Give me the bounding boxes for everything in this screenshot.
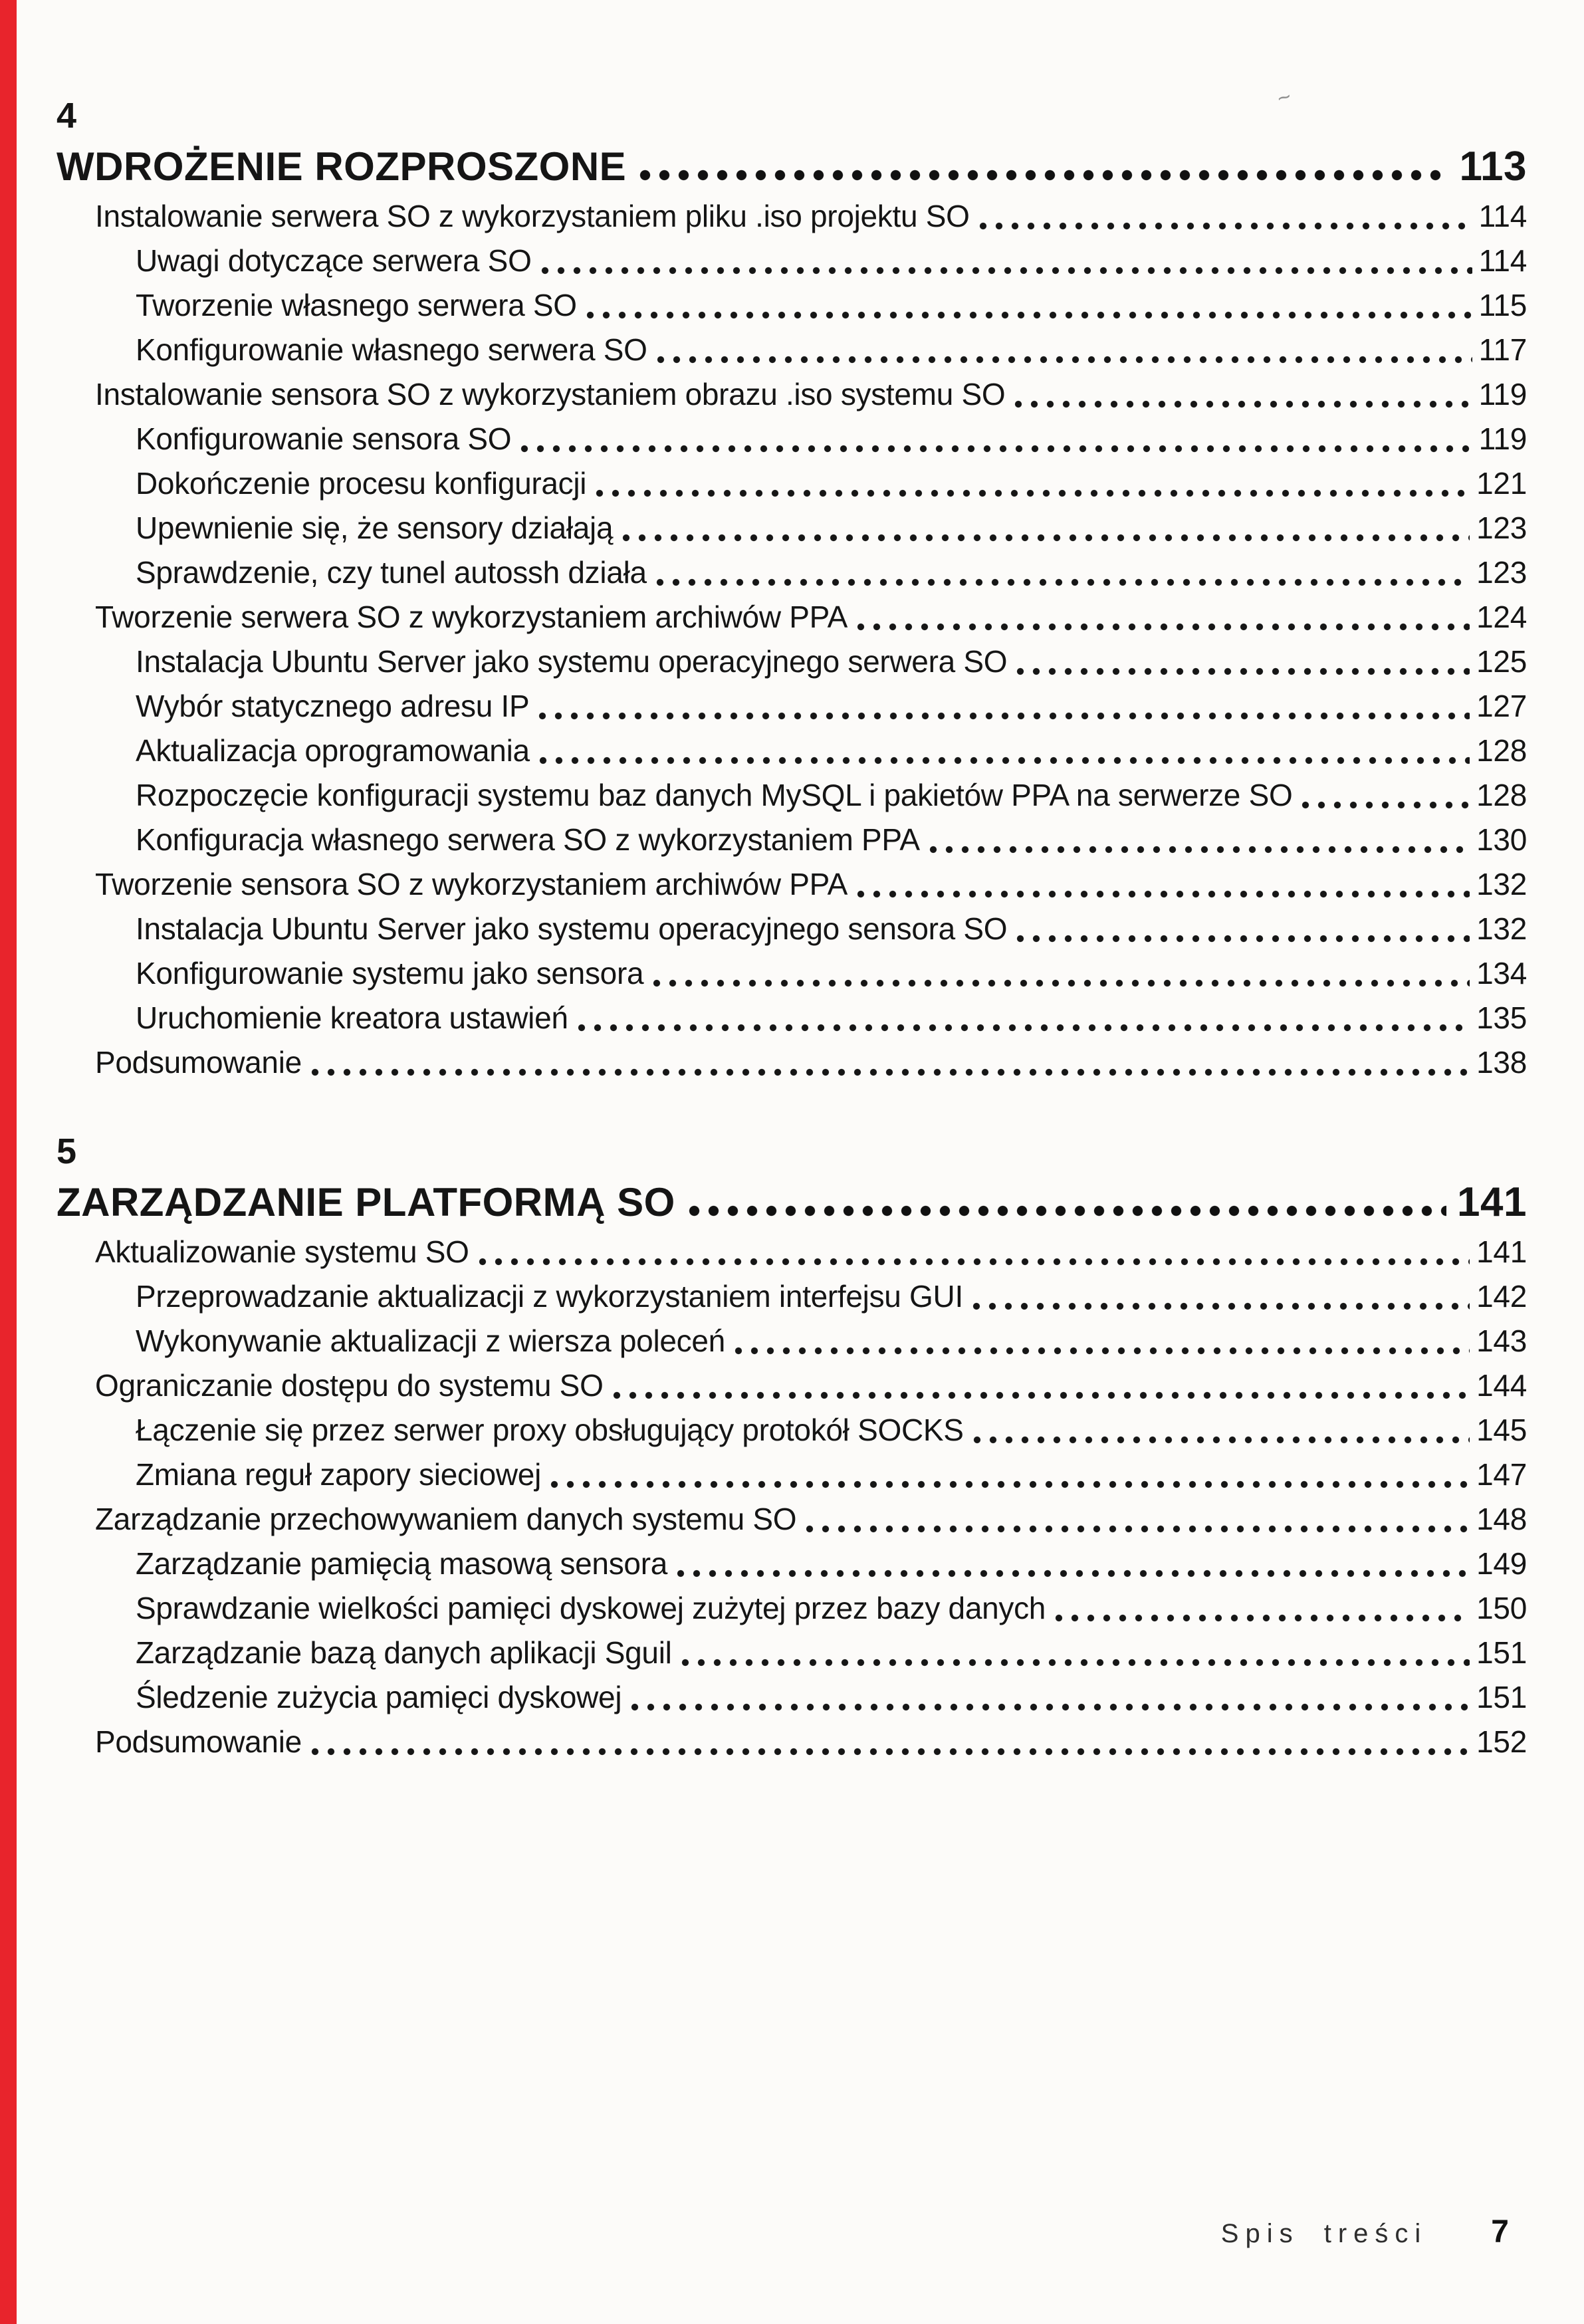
toc-entry	[57, 818, 1527, 862]
toc-entry-title: Instalacja Ubuntu Server jako systemu operacyjnego sensora SO	[136, 911, 1008, 946]
chapter-title: ZARZĄDZANIE PLATFORMĄ SO	[57, 1180, 675, 1224]
toc-entry-page: 150	[1476, 1591, 1527, 1625]
toc-entry	[57, 461, 1527, 506]
dot-leader	[735, 1347, 1470, 1355]
toc-entry-title: Łączenie się przez serwer proxy obsługujący protokół SOCKS	[136, 1413, 964, 1447]
toc-entry-page: 132	[1476, 867, 1527, 901]
chapter-4-section	[57, 97, 1527, 1085]
dot-leader	[578, 1024, 1470, 1032]
toc-entry-page: 114	[1478, 199, 1527, 233]
toc-entry-page: 125	[1476, 644, 1527, 679]
toc-entry-page: 143	[1476, 1324, 1527, 1358]
chapter-title: WDROŻENIE ROZPROSZONE	[57, 144, 627, 189]
toc-entry-title: Aktualizowanie systemu SO	[95, 1234, 469, 1269]
table-of-contents	[57, 0, 1527, 1764]
toc-entry	[57, 595, 1527, 639]
dot-leader	[539, 756, 1470, 764]
toc-entry-title: Sprawdzenie, czy tunel autossh działa	[136, 555, 647, 590]
dot-leader	[857, 623, 1470, 631]
dot-leader	[622, 534, 1470, 542]
toc-entry-title: Wykonywanie aktualizacji z wiersza poleceń	[136, 1324, 725, 1358]
toc-entry	[57, 328, 1527, 372]
toc-entry-page: 128	[1476, 778, 1527, 812]
toc-entry	[57, 239, 1527, 283]
toc-entry	[57, 1319, 1527, 1363]
toc-entry	[57, 1542, 1527, 1586]
toc-entry	[57, 194, 1527, 239]
toc-entry-page: 144	[1476, 1368, 1527, 1403]
toc-entry	[57, 729, 1527, 773]
dot-leader	[681, 1659, 1470, 1667]
toc-entry-title: Sprawdzanie wielkości pamięci dyskowej zużytej przez bazy danych	[136, 1591, 1046, 1625]
chapter-page-number: 141	[1457, 1179, 1527, 1225]
toc-entry-title: Uruchomienie kreatora ustawień	[136, 1000, 568, 1035]
toc-entry	[57, 639, 1527, 684]
dot-leader	[1016, 935, 1470, 943]
toc-entry-page: 135	[1476, 1000, 1527, 1035]
chapter-entries	[57, 194, 1527, 1085]
toc-entry-title: Tworzenie własnego serwera SO	[136, 288, 577, 322]
toc-entry-page: 134	[1476, 956, 1527, 990]
toc-entry-page: 123	[1476, 555, 1527, 590]
toc-entry	[57, 372, 1527, 417]
toc-entry-page: 152	[1476, 1724, 1527, 1759]
toc-entry-title: Śledzenie zużycia pamięci dyskowej	[136, 1680, 622, 1714]
dot-leader	[538, 712, 1470, 720]
page-edge-red-strip	[0, 0, 17, 2324]
toc-entry-title: Instalowanie serwera SO z wykorzystaniem pliku .iso projektu SO	[95, 199, 970, 233]
footer-section-label: Spis treści	[1220, 2219, 1428, 2248]
toc-entry-page: 117	[1478, 332, 1527, 367]
toc-entry-title: Konfiguracja własnego serwera SO z wykorzystaniem PPA	[136, 822, 920, 857]
dot-leader	[857, 890, 1470, 898]
toc-entry-title: Zmiana reguł zapory sieciowej	[136, 1457, 542, 1492]
toc-entry-page: 121	[1476, 466, 1527, 501]
toc-entry	[57, 773, 1527, 818]
dot-leader	[613, 1391, 1470, 1399]
dot-leader	[479, 1258, 1470, 1266]
toc-entry-title: Dokończenie procesu konfiguracji	[136, 466, 587, 501]
dot-leader	[806, 1525, 1470, 1533]
dot-leader	[520, 445, 1472, 453]
toc-entry-title: Podsumowanie	[95, 1724, 302, 1759]
dot-leader	[541, 267, 1472, 275]
footer-page-number: 7	[1491, 2214, 1509, 2250]
toc-entry-page: 124	[1476, 600, 1527, 634]
chapter-heading-row	[57, 144, 1527, 190]
toc-entry	[57, 862, 1527, 907]
dot-leader	[550, 1480, 1470, 1488]
dot-leader	[311, 1748, 1470, 1756]
dot-leader	[311, 1068, 1470, 1076]
chapter-number: 5	[57, 1131, 78, 1171]
toc-entry	[57, 1720, 1527, 1764]
dot-leader	[631, 1703, 1470, 1711]
dot-leader	[689, 1205, 1446, 1217]
dot-leader	[1301, 801, 1470, 809]
toc-entry	[57, 1675, 1527, 1720]
toc-entry	[57, 1586, 1527, 1631]
toc-entry-page: 138	[1476, 1045, 1527, 1080]
toc-entry-title: Rozpoczęcie konfiguracji systemu baz danych MySQL i pakietów PPA na serwerze SO	[136, 778, 1293, 812]
dot-leader	[929, 846, 1470, 854]
toc-entry-page: 119	[1478, 377, 1527, 411]
toc-entry-title: Upewnienie się, że sensory działają	[136, 511, 614, 545]
toc-entry-page: 148	[1476, 1502, 1527, 1536]
toc-entry	[57, 550, 1527, 595]
toc-entry-title: Ograniczanie dostępu do systemu SO	[95, 1368, 604, 1403]
toc-entry-title: Tworzenie sensora SO z wykorzystaniem archiwów PPA	[95, 867, 848, 901]
toc-entry	[57, 1040, 1527, 1085]
toc-entry-page: 130	[1476, 822, 1527, 857]
toc-entry	[57, 506, 1527, 550]
chapter-number: 4	[57, 96, 78, 136]
toc-entry-title: Zarządzanie przechowywaniem danych systemu SO	[95, 1502, 797, 1536]
dot-leader	[657, 356, 1472, 364]
dot-leader	[596, 489, 1470, 497]
toc-entry-page: 149	[1476, 1546, 1527, 1581]
toc-entry	[57, 283, 1527, 328]
chapter-5-section	[57, 1133, 1527, 1764]
toc-entry-title: Aktualizacja oprogramowania	[136, 733, 530, 768]
dot-leader	[586, 311, 1472, 319]
toc-entry	[57, 951, 1527, 996]
chapter-entries	[57, 1230, 1527, 1764]
toc-entry	[57, 1230, 1527, 1274]
toc-entry-title: Konfigurowanie sensora SO	[136, 421, 512, 456]
toc-entry-page: 151	[1476, 1680, 1527, 1714]
toc-entry-page: 115	[1478, 288, 1527, 322]
toc-entry-title: Podsumowanie	[95, 1045, 302, 1080]
toc-entry-title: Zarządzanie pamięcią masową sensora	[136, 1546, 668, 1581]
toc-entry-page: 127	[1476, 689, 1527, 723]
toc-entry-page: 119	[1478, 421, 1527, 456]
toc-entry-title: Zarządzanie bazą danych aplikacji Sguil	[136, 1635, 672, 1670]
toc-entry	[57, 1408, 1527, 1452]
dot-leader	[979, 222, 1472, 230]
toc-entry-title: Tworzenie serwera SO z wykorzystaniem archiwów PPA	[95, 600, 848, 634]
dot-leader	[972, 1302, 1470, 1310]
dot-leader	[653, 979, 1470, 987]
toc-entry	[57, 1452, 1527, 1497]
dot-leader	[1014, 400, 1472, 408]
toc-entry	[57, 1497, 1527, 1542]
toc-entry-page: 145	[1476, 1413, 1527, 1447]
toc-entry-page: 114	[1478, 243, 1527, 278]
toc-entry-title: Konfigurowanie systemu jako sensora	[136, 956, 644, 990]
toc-entry	[57, 907, 1527, 951]
toc-entry	[57, 417, 1527, 461]
dot-leader	[973, 1436, 1470, 1444]
chapter-page-number: 113	[1459, 144, 1527, 189]
toc-entry-title: Wybór statycznego adresu IP	[136, 689, 530, 723]
dot-leader	[677, 1569, 1470, 1577]
toc-entry-title: Instalacja Ubuntu Server jako systemu operacyjnego serwera SO	[136, 644, 1008, 679]
toc-entry-page: 147	[1476, 1457, 1527, 1492]
toc-entry-title: Konfigurowanie własnego serwera SO	[136, 332, 647, 367]
toc-entry-page: 151	[1476, 1635, 1527, 1670]
toc-entry	[57, 996, 1527, 1040]
dot-leader	[639, 170, 1448, 181]
toc-entry	[57, 1631, 1527, 1675]
chapter-heading-row	[57, 1179, 1527, 1226]
scan-smudge-artifact: ~	[1276, 83, 1293, 112]
toc-entry-title: Uwagi dotyczące serwera SO	[136, 243, 532, 278]
toc-entry-title: Przeprowadzanie aktualizacji z wykorzystaniem interfejsu GUI	[136, 1279, 963, 1314]
dot-leader	[1016, 667, 1470, 675]
toc-entry-page: 141	[1476, 1234, 1527, 1269]
toc-entry	[57, 684, 1527, 729]
toc-entry	[57, 1363, 1527, 1408]
dot-leader	[656, 578, 1470, 586]
dot-leader	[1055, 1614, 1470, 1622]
toc-entry-page: 128	[1476, 733, 1527, 768]
toc-entry-title: Instalowanie sensora SO z wykorzystaniem obrazu .iso systemu SO	[95, 377, 1006, 411]
toc-entry-page: 132	[1476, 911, 1527, 946]
toc-entry-page: 142	[1476, 1279, 1527, 1314]
toc-entry-page: 123	[1476, 511, 1527, 545]
toc-entry	[57, 1274, 1527, 1319]
page-footer	[1221, 2214, 1509, 2250]
